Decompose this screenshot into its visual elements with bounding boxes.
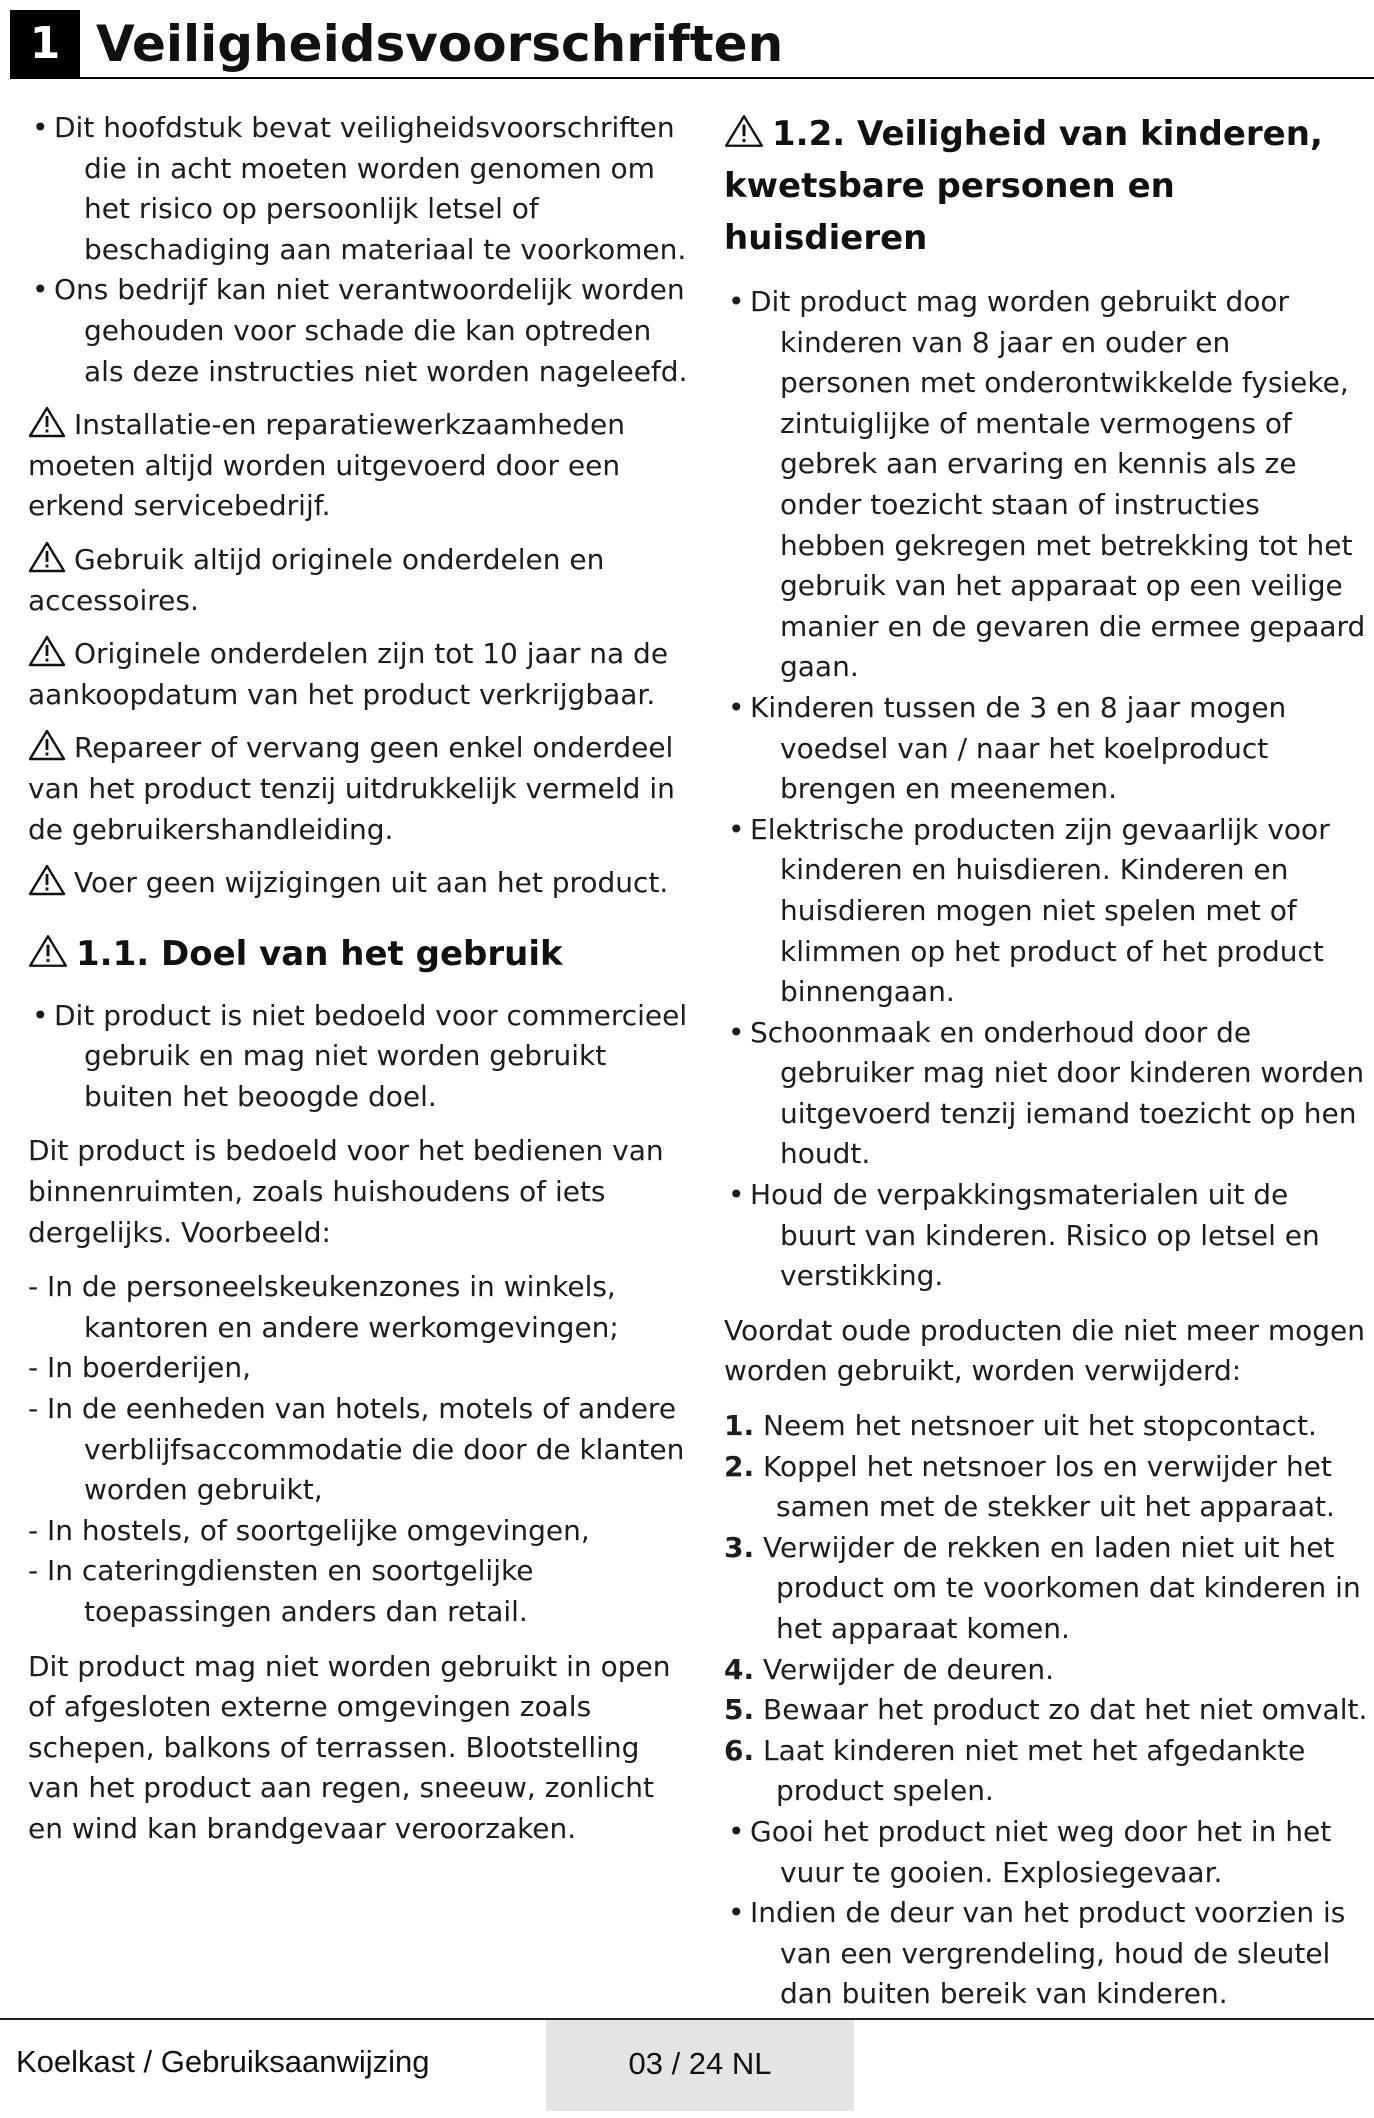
step-text: Neem het netsnoer uit het stopcontact.: [763, 1409, 1317, 1443]
section-heading-text: 1.1. Doel van het gebruik: [76, 933, 563, 974]
footer-page-number: 03 / 24 NL: [546, 2020, 854, 2111]
step-text: Koppel het netsnoer los en verwijder het samen met de stekker uit het apparaat.: [763, 1449, 1335, 1524]
warning-paragraph: [28, 728, 690, 850]
warning-paragraph: [28, 634, 690, 715]
warning-paragraph: [28, 405, 690, 527]
step-number: 4.: [724, 1652, 755, 1686]
children-safety-bullet: • Elektrische producten zijn gevaarlijk voor kinderen en huisdieren. Kinderen en huisdieren mogen niet spelen met of klimmen op het product of het product binnengaan.: [724, 810, 1369, 1013]
warning-triangle-icon: [28, 635, 66, 667]
usage-example: - In boerderijen,: [28, 1351, 252, 1385]
step-text: Verwijder de deuren.: [763, 1652, 1055, 1686]
left-column: [28, 108, 690, 1850]
step-text: Verwijder de rekken en laden niet uit het product om te voorkomen dat kinderen in het apparaat komen.: [763, 1530, 1361, 1645]
outdoor-warning-paragraph: Dit product mag niet worden gebruikt in open of afgesloten externe omgevingen zoals schepen, balkons of terrassen. Blootstelling van het product aan regen, sneeuw, zonlicht en wind kan brandgevaar veroorzaken.: [28, 1649, 671, 1845]
children-safety-bullet: • Houd de verpakkingsmaterialen uit de buurt van kinderen. Risico op letsel en verstikking.: [724, 1175, 1369, 1297]
disposal-step: [724, 1406, 1369, 1447]
disposal-step: [724, 1690, 1369, 1731]
step-text: Bewaar het product zo dat het niet omvalt.: [763, 1693, 1368, 1727]
warning-text: Voer geen wijzigingen uit aan het product.: [74, 866, 669, 900]
warning-triangle-icon: [28, 729, 66, 761]
warning-text: Originele onderdelen zijn tot 10 jaar na de aankoopdatum van het product verkrijgbaar.: [28, 637, 669, 711]
warning-text: Installatie-en reparatiewerkzaamheden moeten altijd worden uitgevoerd door een erkend servicebedrijf.: [28, 408, 625, 523]
disposal-step: [724, 1447, 1369, 1528]
children-safety-bullet-list: [724, 282, 1369, 1297]
warning-triangle-icon: [28, 934, 68, 968]
children-safety-bullet: • Kinderen tussen de 3 en 8 jaar mogen voedsel van / naar het koelproduct brengen en meenemen.: [724, 688, 1369, 810]
warning-paragraph: [28, 863, 690, 904]
final-bullet: • Indien de deur van het product voorzien is van een vergrendeling, houd de sleutel dan buiten bereik van kinderen.: [724, 1893, 1369, 2015]
step-number: 6.: [724, 1733, 755, 1767]
section-heading-purpose: [28, 930, 690, 978]
disposal-intro-paragraph: Voordat oude producten die niet meer mogen worden gebruikt, worden verwijderd:: [724, 1313, 1366, 1388]
warning-triangle-icon: [28, 541, 66, 573]
footer-manual-title: Koelkast / Gebruiksaanwijzing: [16, 2044, 430, 2079]
step-number: 3.: [724, 1530, 755, 1564]
warning-text: Gebruik altijd originele onderdelen en accessoires.: [28, 542, 605, 617]
warning-triangle-icon: [28, 406, 66, 438]
section-heading-text: 1.2. Veiligheid van kinderen, kwetsbare personen en huisdieren: [724, 114, 1323, 258]
usage-example-list: [28, 1267, 690, 1632]
intro-bullet: • Ons bedrijf kan niet verantwoordelijk worden gehouden voor schade die kan optreden als deze instructies niet worden nageleefd.: [28, 270, 690, 392]
warning-triangle-icon: [724, 114, 764, 148]
usage-example: - In cateringdiensten en soortgelijke toepassingen anders dan retail.: [28, 1554, 534, 1628]
warning-triangle-icon: [28, 864, 66, 896]
purpose-bullet-list: [28, 996, 690, 1118]
warning-text: Repareer of vervang geen enkel onderdeel van het product tenzij uitdrukkelijk vermeld in de gebruikershandleiding.: [28, 731, 675, 846]
disposal-step: [724, 1731, 1369, 1812]
children-safety-bullet: • Schoonmaak en onderhoud door de gebruiker mag niet door kinderen worden uitgevoerd tenzij iemand toezicht op hen houdt.: [724, 1013, 1369, 1175]
purpose-paragraph: Dit product is bedoeld voor het bedienen van binnenruimten, zoals huishoudens of iets dergelijks. Voorbeeld:: [28, 1134, 664, 1249]
step-number: 2.: [724, 1449, 755, 1483]
usage-example: - In hostels, of soortgelijke omgevingen,: [28, 1513, 590, 1547]
chapter-header: [10, 10, 1374, 79]
children-safety-bullet: • Dit product mag worden gebruikt door kinderen van 8 jaar en ouder en personen met onderontwikkelde fysieke, zintuiglijke of mentale vermogens of gebrek aan ervaring en kennis als ze onder toezicht staan of instructies hebben gekregen met betrekking tot het gebruik van het apparaat op een veilige manier en de gevaren die ermee gepaard gaan.: [724, 282, 1369, 688]
step-number: 1.: [724, 1409, 755, 1443]
right-column: [724, 108, 1369, 2015]
usage-example: - In de eenheden van hotels, motels of andere verblijfsaccommodatie die door de klanten worden gebruikt,: [28, 1392, 685, 1507]
intro-bullet-list: [28, 108, 690, 392]
intro-bullet: • Dit hoofdstuk bevat veiligheidsvoorschriften die in acht moeten worden genomen om het risico op persoonlijk letsel of beschadiging aan materiaal te voorkomen.: [28, 108, 690, 270]
section-heading-children-safety: [724, 108, 1369, 264]
purpose-bullet: • Dit product is niet bedoeld voor commercieel gebruik en mag niet worden gebruikt buiten het beoogde doel.: [28, 996, 690, 1118]
step-text: Laat kinderen niet met het afgedankte product spelen.: [763, 1733, 1306, 1808]
final-bullet: • Gooi het product niet weg door het in het vuur te gooien. Explosiegevaar.: [724, 1812, 1369, 1893]
disposal-step: [724, 1650, 1369, 1691]
chapter-number: 1: [10, 10, 80, 77]
usage-example: - In de personeelskeukenzones in winkels, kantoren en andere werkomgevingen;: [28, 1270, 619, 1344]
disposal-steps-list: [724, 1406, 1369, 1812]
final-bullet-list: [724, 1812, 1369, 2015]
step-number: 5.: [724, 1693, 755, 1727]
warning-paragraph: [28, 540, 690, 621]
chapter-title: Veiligheidsvoorschriften: [96, 15, 784, 73]
disposal-step: [724, 1528, 1369, 1650]
